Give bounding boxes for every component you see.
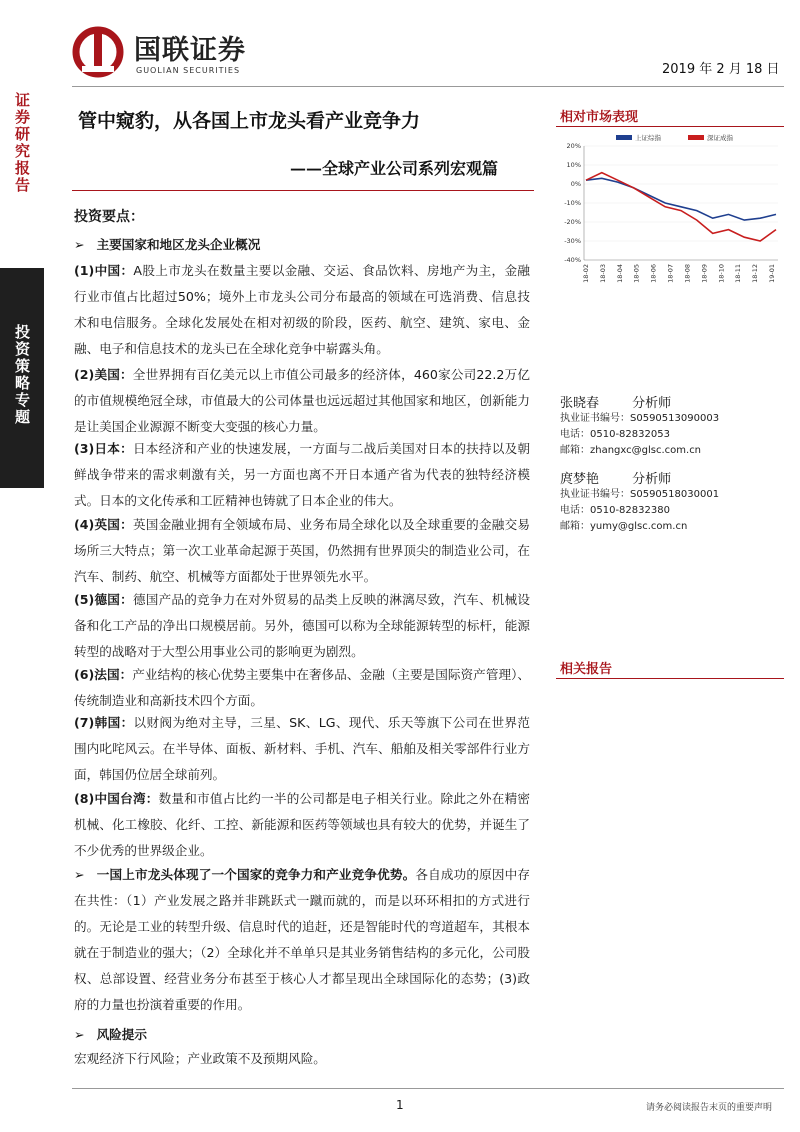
chart-x-tick-label: 18-10	[717, 264, 726, 283]
paragraph-lead: (4)英国：	[74, 517, 133, 532]
logo-text: 国联证券	[134, 35, 246, 66]
risk-heading: 风险提示	[96, 1027, 147, 1042]
paragraph-lead: 一国上市龙头体现了一个国家的竞争力和产业竞争优势。	[96, 867, 416, 882]
chart-x-tick-label: 18-08	[683, 264, 692, 283]
paragraph-text: 日本经济和产业的快速发展，一方面与二战后美国对日本的扶持以及朝鲜战争带来的需求刺激有关，另一方面也离不开日本通产省为代表的独特经济模式。日本的文化传承和工匠精神也铸就了日本企业的伟大。	[74, 441, 531, 508]
chart-x-tick-label: 18-12	[751, 264, 760, 283]
paragraph-lead: (1)中国：	[74, 263, 134, 278]
sidebar-top-label: 证券研究报告	[13, 92, 31, 194]
risk-heading-row	[74, 1022, 147, 1048]
sidebar-top-band	[0, 78, 44, 268]
analyst-card-1	[560, 392, 784, 459]
paragraph-text: 德国产品的竞争力在对外贸易的品类上反映的淋漓尽致，汽车、机械设备和化工产品的净出口规模居前。另外，德国可以称为全球能源转型的标杆，能源转型的战略对于大型公用事业公司的影响更为剧烈。	[74, 592, 531, 659]
paragraph-japan	[74, 436, 530, 514]
chart-x-tick-label: 19-01	[768, 264, 776, 283]
chart-x-tick-label: 18-07	[666, 264, 675, 283]
analyst-card-2	[560, 468, 784, 535]
report-date: 2019 年 2 月 18 日	[662, 62, 780, 77]
analyst-name-row	[560, 392, 784, 411]
chart-x-tick-label: 18-04	[615, 264, 624, 283]
related-reports-title: 相关报告	[560, 662, 613, 677]
header-rule	[72, 86, 784, 87]
page-number: 1	[396, 1098, 404, 1112]
chart-x-tick-label: 18-02	[582, 264, 590, 283]
chart-x-tick-label: 18-11	[734, 264, 743, 283]
title-rule	[72, 190, 534, 191]
analyst-phone: 电话：0510-82832380	[560, 505, 670, 516]
chart-y-tick-label: -10%	[564, 199, 581, 208]
analyst-name: 庹梦艳	[560, 472, 600, 487]
analyst-email[interactable]: 邮箱：yumy@glsc.com.cn	[560, 521, 688, 532]
paragraph-text: 全世界拥有百亿美元以上市值公司最多的经济体，460家公司22.2万亿的市值规模绝冠全球，市值最大的公司体量也远远超过其他国家和地区，创新能力是让美国企业源源不断变大变强的核心力量。	[74, 367, 530, 434]
paragraph-uk	[74, 512, 530, 590]
chart-legend-swatch	[688, 135, 704, 140]
chart-x-tick-label: 18-06	[649, 264, 658, 283]
paragraph-text: A股上市龙头在数量主要以金融、交运、食品饮料、房地产为主，金融行业市值占比超过50%；境外上市龙头公司分布最高的领域在可选消费、信息技术和电信服务。全球化发展处在相对初级的阶段，医药、航空、建筑、家电、金融、电子和信息技术的龙头已在全球化竞争中崭露头角。	[74, 263, 530, 356]
paragraph-france	[74, 662, 530, 714]
analyst-phone: 电话：0510-82832053	[560, 429, 670, 440]
chart-y-tick-label: 10%	[566, 161, 581, 170]
footer-rule	[72, 1088, 784, 1089]
analyst-name: 张晓春	[560, 396, 600, 411]
analyst-role: 分析师	[632, 396, 672, 411]
bullet-icon: ➢	[74, 1027, 85, 1042]
paragraph-text: 以财阀为绝对主导，三星、SK、LG、现代、乐天等旗下公司在世界范围内叱咤风云。在半导体、面板、新材料、手机、汽车、船舶及相关零部件行业方面，韩国仍位居全球前列。	[74, 715, 530, 782]
paragraph-lead: (7)韩国：	[74, 715, 134, 730]
paragraph-second-point	[74, 862, 530, 1018]
paragraph-text: 英国金融业拥有全领域布局、业务布局全球化以及全球重要的金融交易场所三大特点；第一次工业革命起源于英国，仍然拥有世界顶尖的制造业公司，在汽车、制药、航空、机械等方面都处于世界领先水平。	[74, 517, 531, 584]
chart-legend-label: 深证成指	[707, 134, 733, 142]
chart-y-tick-label: 0%	[570, 180, 581, 189]
risk-text: 宏观经济下行风险；产业政策不及预期风险。	[74, 1051, 326, 1066]
page-subtitle: ——全球产业公司系列宏观篇	[290, 159, 499, 178]
paragraph-text: 数量和市值占比约一半的公司都是电子相关行业。除此之外在精密机械、化工橡胶、化纤、工控、新能源和医药等领域也具有较大的优势，并诞生了不少优秀的世界级企业。	[74, 791, 530, 858]
section-heading-row	[74, 232, 260, 258]
chart-y-tick-label: -20%	[564, 218, 581, 227]
logo-subtext: GUOLIAN SECURITIES	[136, 66, 241, 75]
paragraph-taiwan	[74, 786, 530, 864]
paragraph-korea	[74, 710, 530, 788]
key-points-heading: 投资要点：	[74, 209, 144, 225]
analyst-cert: 执业证书编号：S0590518030001	[560, 489, 720, 500]
bullet-icon: ➢	[74, 237, 85, 252]
chart-y-tick-label: -40%	[564, 256, 581, 265]
paragraph-lead: (8)中国台湾：	[74, 791, 159, 806]
chart-legend-swatch	[616, 135, 632, 140]
chart-y-tick-label: -30%	[564, 237, 581, 246]
paragraph-text: 产业结构的核心优势主要集中在奢侈品、金融（主要是国际资产管理）、传统制造业和高新技术四个方面。	[74, 667, 530, 708]
paragraph-lead: (6)法国：	[74, 667, 133, 682]
relative-performance-chart	[556, 132, 784, 292]
paragraph-usa	[74, 362, 530, 440]
bullet-icon: ➢	[74, 867, 85, 882]
analyst-role: 分析师	[632, 472, 672, 487]
chart-series-line	[586, 178, 776, 220]
footer-disclaimer: 请务必阅读报告末页的重要声明	[646, 1103, 773, 1113]
related-title-rule	[556, 678, 784, 679]
analyst-cert: 执业证书编号：S0590513090003	[560, 413, 720, 424]
paragraph-lead: (5)德国：	[74, 592, 133, 607]
chart-y-tick-label: 20%	[566, 142, 581, 151]
market-title-rule	[556, 126, 784, 127]
sidebar-section-label: 投资策略专题	[13, 324, 31, 426]
paragraph-china	[74, 258, 530, 362]
chart-legend-label: 上证综指	[635, 134, 661, 142]
logo	[72, 22, 312, 82]
analyst-name-row	[560, 468, 784, 487]
chart-x-tick-label: 18-05	[632, 264, 641, 283]
paragraph-text: 各自成功的原因中存在共性：（1）产业发展之路并非跳跃式一蹴而就的，而是以环环相扣的方式进行的。无论是工业的转型升级、信息时代的追赶，还是智能时代的弯道超车，其根本就在于制造业的强大；（2）全球化并不单单只是其业务销售结构的多元化，公司股权、总部设置、经营业务分布甚至于核心人才都呈现出全球国际化的态势；(3)政府的力量也扮演着重要的作用。	[74, 867, 531, 1012]
paragraph-germany	[74, 587, 530, 665]
analyst-email[interactable]: 邮箱：zhangxc@glsc.com.cn	[560, 445, 702, 456]
paragraph-lead: (3)日本：	[74, 441, 133, 456]
chart-x-tick-label: 18-09	[700, 264, 709, 283]
paragraph-lead: (2)美国：	[74, 367, 133, 382]
page-title: 管中窥豹，从各国上市龙头看产业竞争力	[78, 110, 421, 132]
logo-mark-icon	[72, 26, 124, 78]
market-performance-title: 相对市场表现	[560, 110, 639, 125]
chart-x-tick-label: 18-03	[598, 264, 607, 283]
sidebar-section-band	[0, 268, 44, 488]
section-heading: 主要国家和地区龙头企业概况	[96, 237, 261, 252]
